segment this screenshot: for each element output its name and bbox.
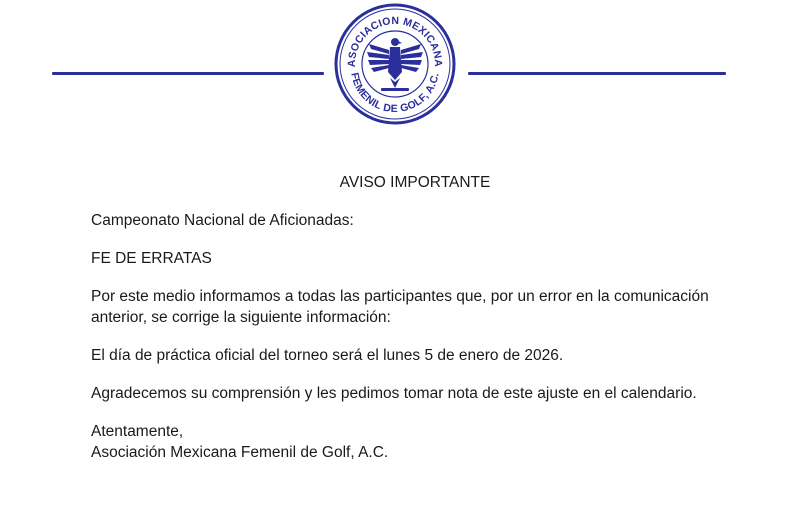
notice-errata-heading: FE DE ERRATAS: [91, 250, 212, 267]
seal-text-bottom: FEMENIL DE GOLF, A.C.: [348, 71, 442, 116]
eagle-emblem-icon: [333, 2, 457, 126]
notice-title: AVISO IMPORTANTE: [339, 174, 491, 191]
notice-subject: Campeonato Nacional de Aficionadas:: [91, 212, 354, 229]
seal-text-top: ASOCIACION MEXICANA: [345, 14, 445, 68]
header-rule-right: [468, 72, 726, 75]
notice-correction: El día de práctica oficial del torneo será el lunes 5 de enero de 2026.: [91, 347, 564, 364]
notice-thanks: Agradecemos su comprensión y les pedimos tomar nota de este ajuste en el calendario.: [91, 385, 697, 402]
notice-intro: Por este medio informamos a todas las participantes que, por un error en la comunicación anterior, se corrige la siguiente información:: [91, 288, 709, 326]
notice-closing: Atentamente,: [91, 423, 184, 440]
notice-signature: Asociación Mexicana Femenil de Golf, A.C.: [91, 444, 389, 461]
association-seal-logo: [333, 2, 457, 126]
header-rule-left: [52, 72, 324, 75]
notice-body: [91, 172, 731, 463]
